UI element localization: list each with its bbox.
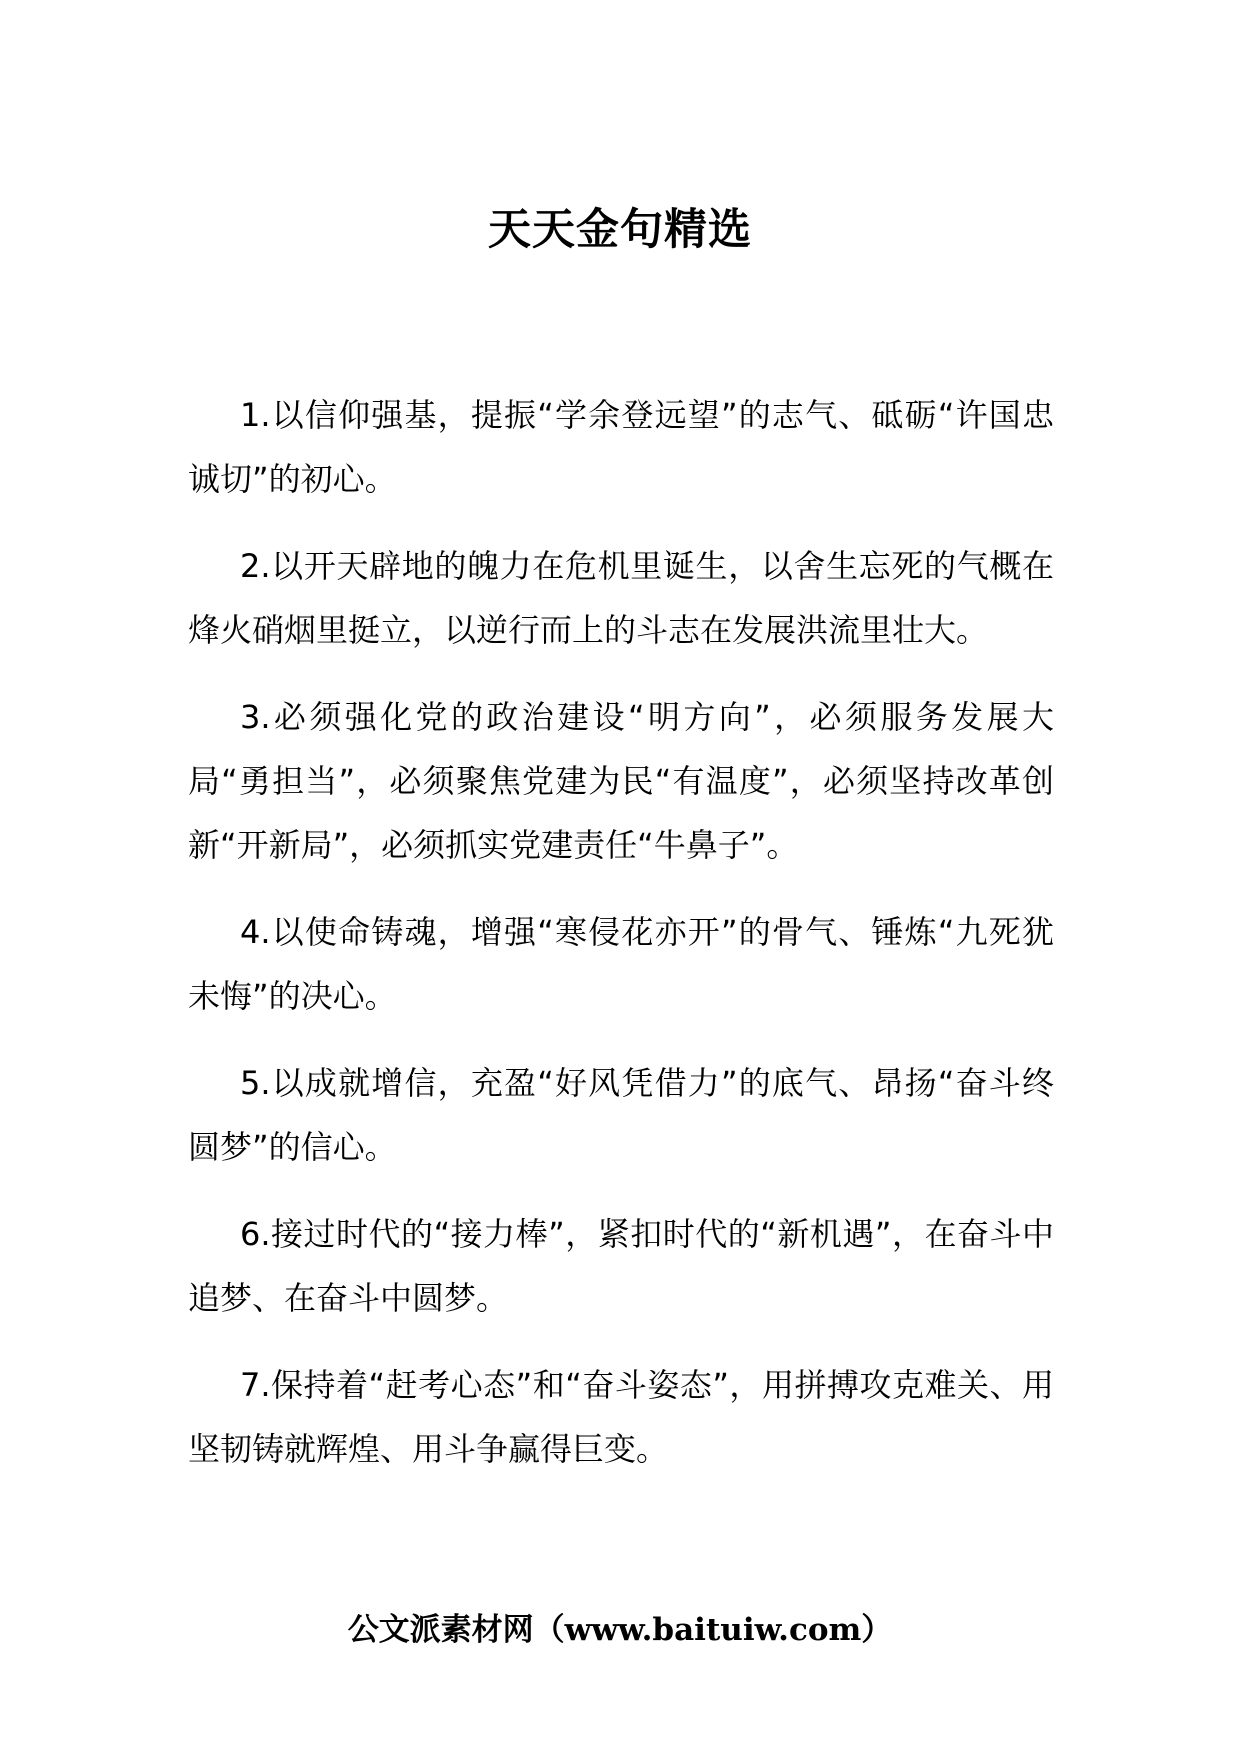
paragraph-4: 4.以使命铸魂，增强“寒侵花亦开”的骨气、锤炼“九死犹未悔”的决心。 [188, 913, 1054, 1015]
document-body [188, 383, 1054, 1504]
paragraph-2: 2.以开天辟地的魄力在危机里诞生，以舍生忘死的气概在烽火硝烟里挺立，以逆行而上的斗志在发展洪流里壮大。 [188, 547, 1054, 649]
footer-source: 公文派素材网（www.baituiw.com） [347, 1612, 893, 1648]
paragraph-3: 3.必须强化党的政治建设“明方向”，必须服务发展大局“勇担当”，必须聚焦党建为民“有温度”，必须坚持改革创新“开新局”，必须抓实党建责任“牛鼻子”。 [188, 698, 1054, 864]
page-title: 天天金句精选 [488, 205, 752, 255]
paragraph-6: 6.接过时代的“接力棒”，紧扣时代的“新机遇”，在奋斗中追梦、在奋斗中圆梦。 [188, 1215, 1054, 1317]
paragraph-5: 5.以成就增信，充盈“好风凭借力”的底气、昂扬“奋斗终圆梦”的信心。 [188, 1064, 1054, 1166]
paragraph-7: 7.保持着“赶考心态”和“奋斗姿态”，用拼搏攻克难关、用坚韧铸就辉煌、用斗争赢得巨变。 [188, 1366, 1054, 1468]
paragraph-1: 1.以信仰强基，提振“学余登远望”的志气、砥砺“许国忠诚切”的初心。 [188, 396, 1054, 498]
